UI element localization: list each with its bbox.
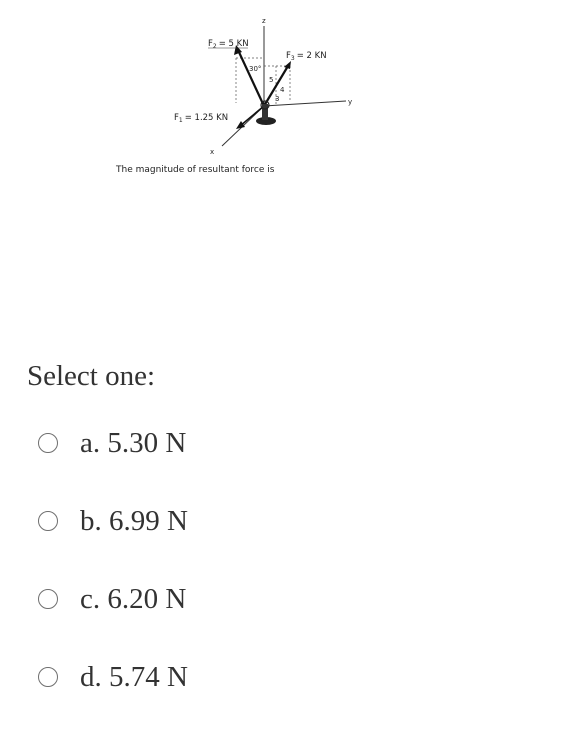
radio-button-b[interactable] <box>38 511 58 531</box>
ratio-3-label: 3 <box>275 95 280 103</box>
option-c[interactable] <box>38 578 188 620</box>
radio-button-d[interactable] <box>38 667 58 687</box>
option-d[interactable] <box>38 656 188 698</box>
y-axis-label: y <box>348 98 353 106</box>
option-a[interactable] <box>38 422 188 464</box>
angle-label: 30° <box>249 65 262 73</box>
f2-vector <box>238 50 264 106</box>
x-axis-label: x <box>210 148 215 156</box>
select-one-label: Select one: <box>27 360 156 392</box>
option-d-label[interactable]: d. 5.74 N <box>80 660 188 693</box>
radio-button-c[interactable] <box>38 589 58 609</box>
post <box>262 104 268 120</box>
force-diagram-svg <box>150 8 370 158</box>
ratio-4-label: 4 <box>280 86 285 94</box>
f3-label: $F_3 = 2$ KN <box>286 51 327 62</box>
option-a-label[interactable]: a. 5.30 N <box>80 426 187 459</box>
f2-label: $F_2 = 5$ KN <box>208 39 249 50</box>
ratio-5-label: 5 <box>269 76 274 84</box>
z-axis-label: z <box>262 17 266 25</box>
option-b[interactable] <box>38 500 188 542</box>
radio-button-a[interactable] <box>38 433 58 453</box>
option-c-label[interactable]: c. 6.20 N <box>80 582 187 615</box>
question-text: The magnitude of resultant force is <box>116 165 275 175</box>
option-b-label[interactable]: b. 6.99 N <box>80 504 188 537</box>
f1-label: $F_1 = 1.25$ KN <box>174 113 229 124</box>
force-diagram <box>150 8 370 158</box>
f3-arrowhead <box>284 61 291 69</box>
answer-options <box>38 422 188 734</box>
